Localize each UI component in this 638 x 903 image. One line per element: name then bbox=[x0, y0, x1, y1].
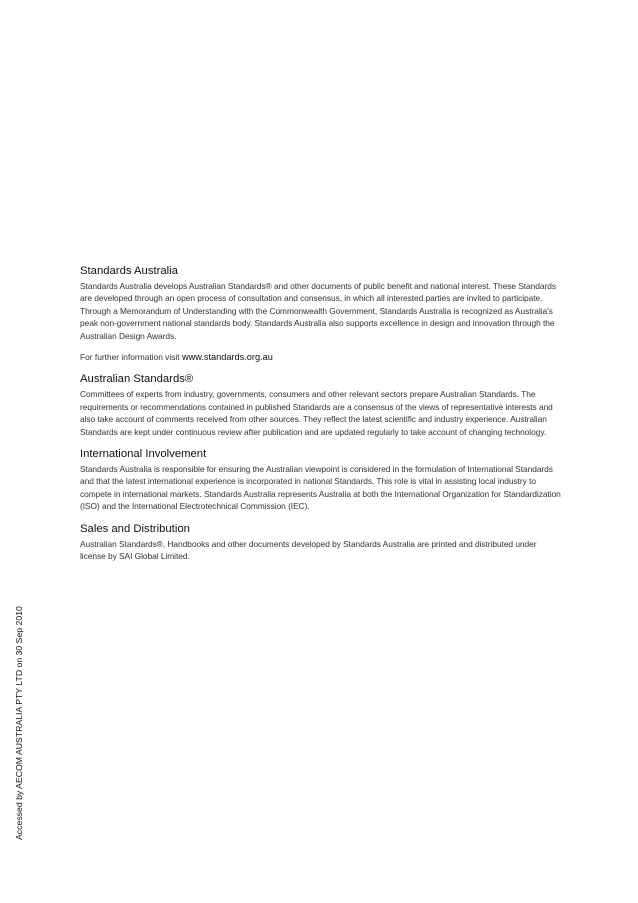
further-info bbox=[80, 351, 562, 363]
section-heading: Sales and Distribution bbox=[80, 522, 190, 535]
website-link[interactable]: www.standards.org.au bbox=[181, 352, 273, 363]
section-standards-australia bbox=[80, 264, 562, 342]
section-body: Standards Australia develops Australian Standards® and other documents of public benefit and national interest. These Standards are developed through an open process of consultation and consensus, in which all interested parties are invited to participate. Through a Memorandum of Understanding with the Commonwealth Government, Standards Australia is recognized as Australia's peak non-government national standards body. Standards Australia also supports excellence in design and innovation through the Australian Design Awards. bbox=[80, 281, 556, 341]
section-body: Committees of experts from industry, governments, consumers and other relevant sectors prepare Australian Standards. The requirements or recommendations contained in published Standards are a consensus of the views of representative interests and also take account of comments received from other sources. They reflect the latest scientific and industry experience. Australian Standards are kept under continuous review after publication and are updated regularly to take account of changing technology. bbox=[80, 389, 553, 437]
section-body: Australian Standards®, Handbooks and other documents developed by Standards Australia are printed and distributed under license by SAI Global Limited. bbox=[80, 538, 537, 562]
section-australian-standards bbox=[80, 372, 562, 438]
section-body: Standards Australia is responsible for ensuring the Australian viewpoint is considered in the formulation of International Standards and that the latest international experience is incorporated in national Standards. This role is vital in assisting local industry to compete in international markets. Standards Australia represents Australia at both the International Organization for Standardization (ISO) and the International Electrotechnical Commission (IEC). bbox=[80, 464, 561, 512]
section-sales-distribution bbox=[80, 522, 562, 563]
section-heading: Australian Standards® bbox=[80, 373, 194, 386]
further-info-text: For further information visit bbox=[80, 352, 182, 363]
section-heading: International Involvement bbox=[80, 448, 207, 461]
section-heading: Standards Australia bbox=[80, 265, 178, 277]
access-watermark: Accessed by AECOM AUSTRALIA PTY LTD on 30 Sep 2010 bbox=[14, 606, 24, 840]
document-content bbox=[80, 264, 562, 572]
section-international-involvement bbox=[80, 447, 562, 513]
